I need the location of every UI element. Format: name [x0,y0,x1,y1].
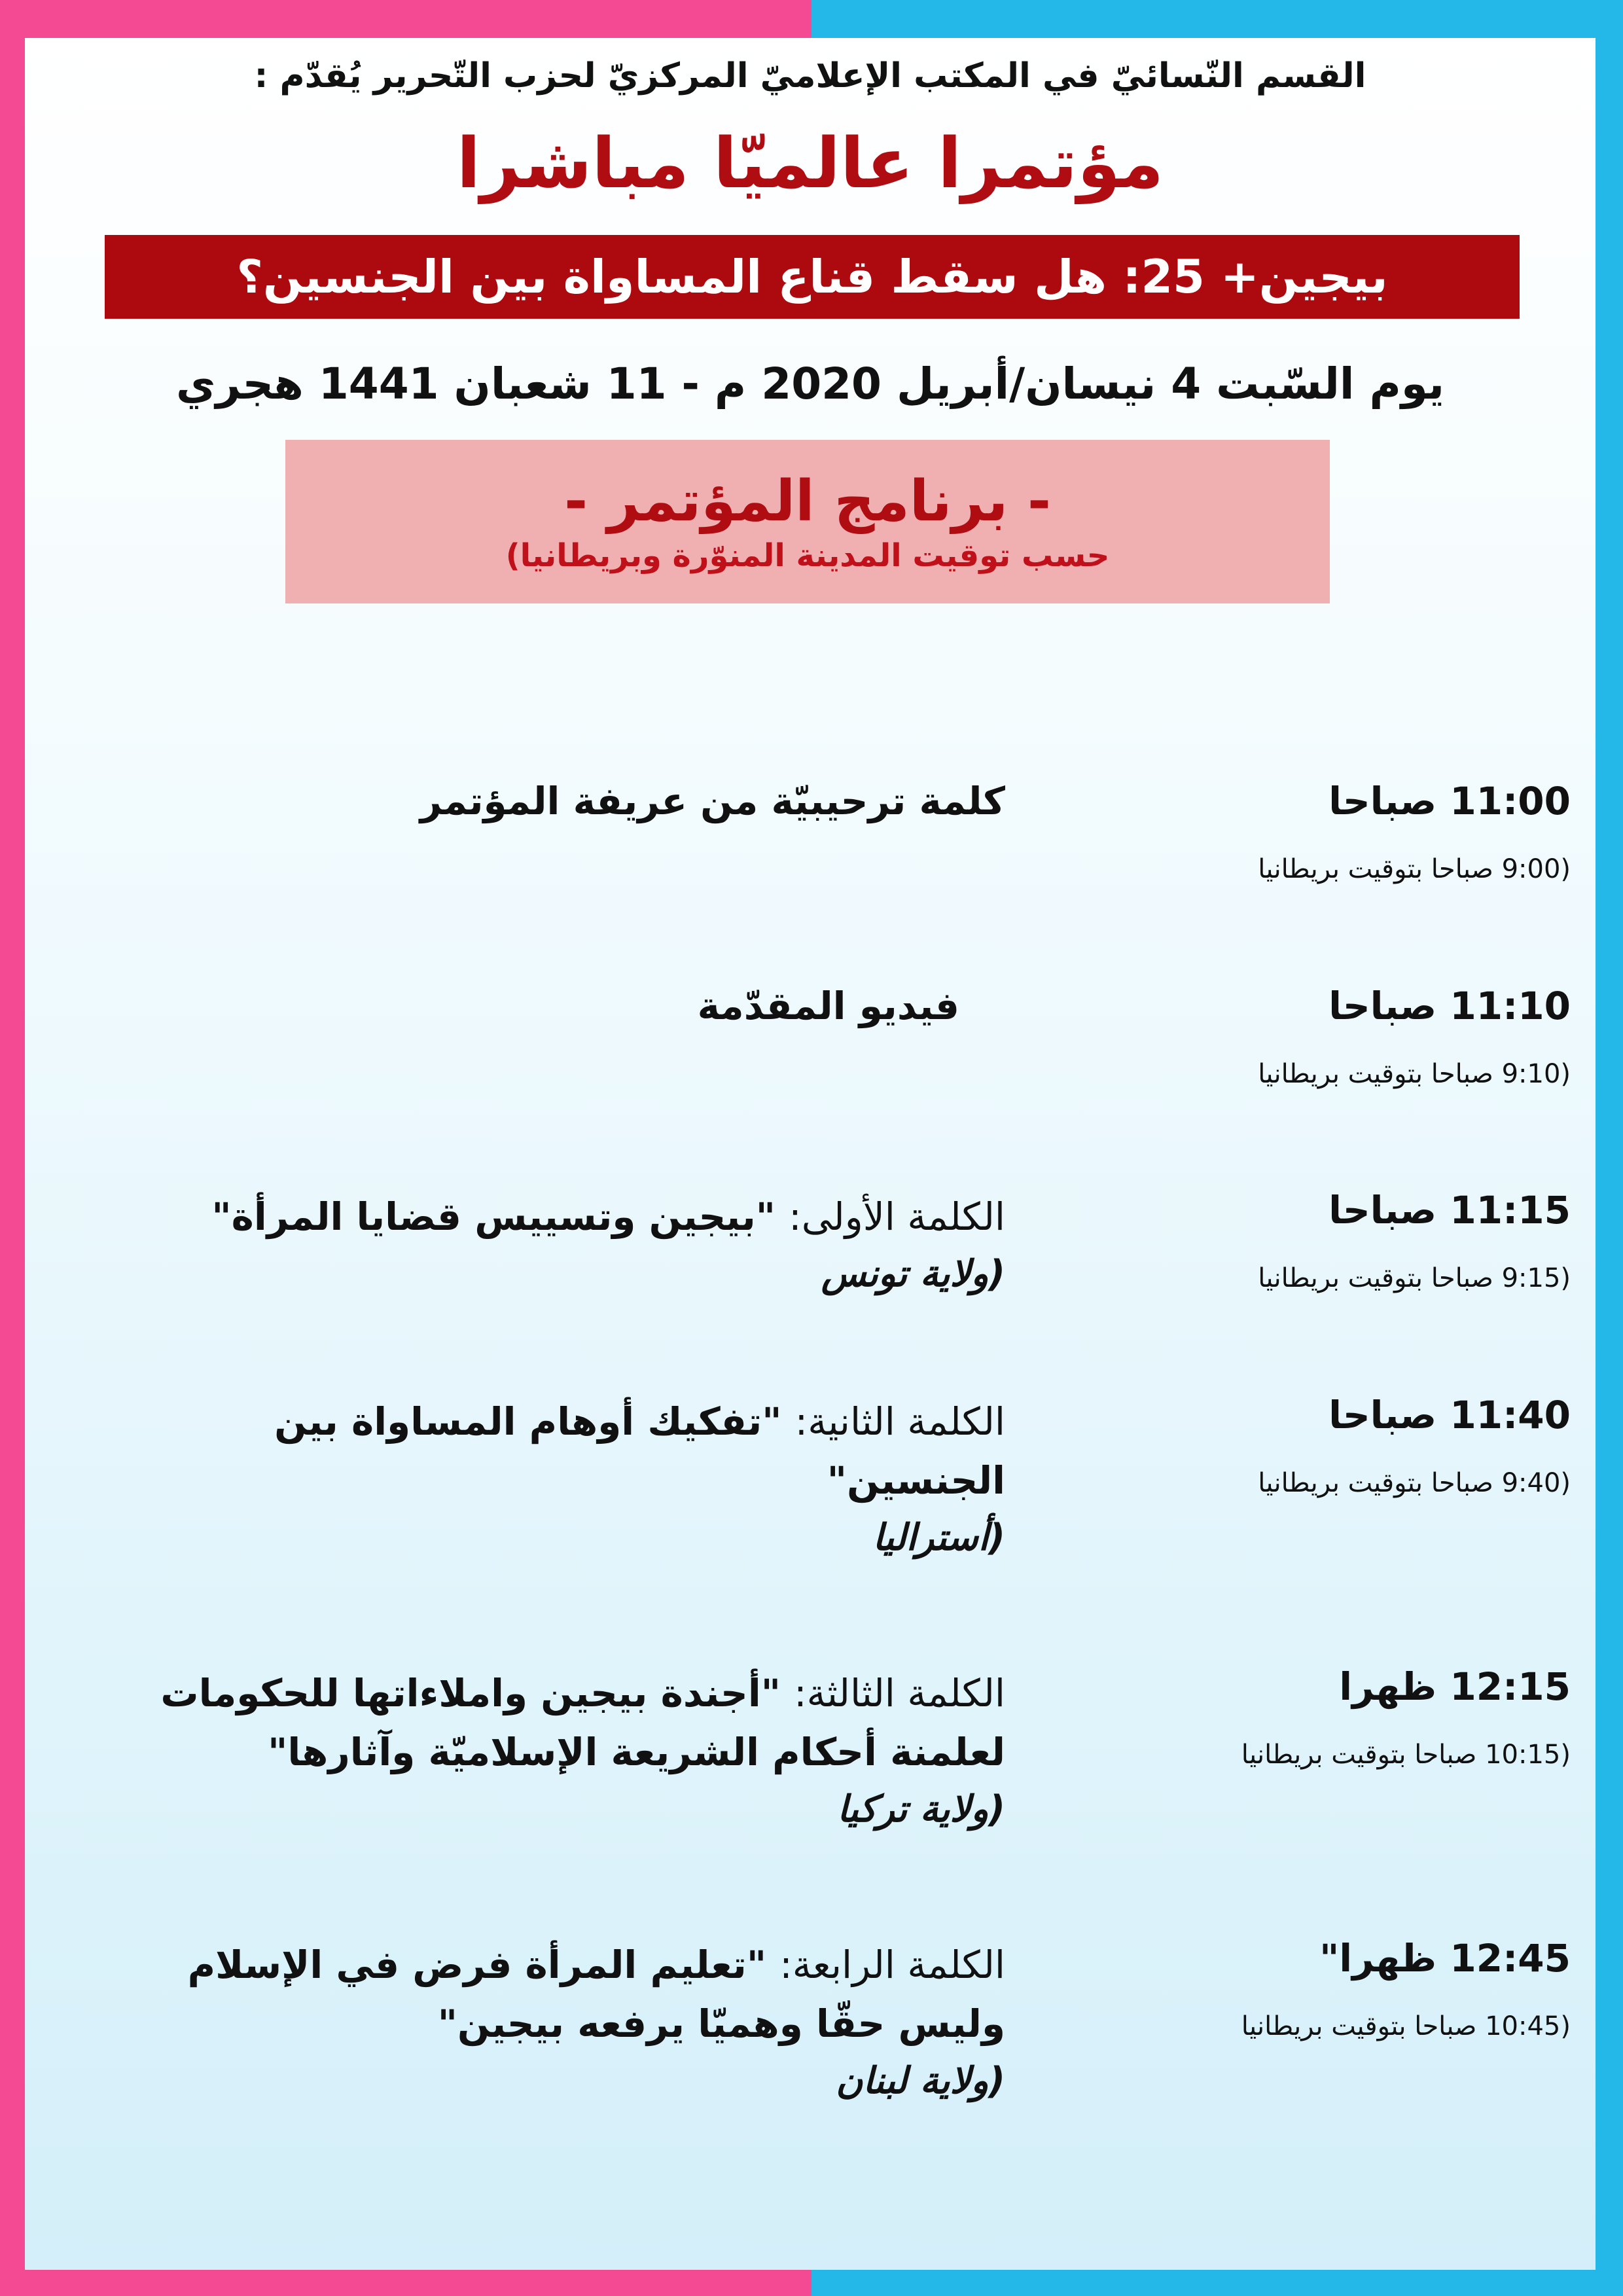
local-time: 11:00 صباحا [1329,779,1571,823]
talk-column [89,1936,1005,2109]
local-time: 11:10 صباحا [1329,984,1571,1028]
schedule-row [25,1393,1596,1589]
talk-title-line [89,1664,1005,1723]
talk-region: (ولاية تركيا [837,1787,1005,1831]
talk-label: الكلمة الأولى: [789,1194,1005,1239]
program-subtitle: حسب توقيت المدينة المنوّرة وبريطانيا) [505,537,1110,575]
program-title: - برنامج المؤتمر - [564,468,1051,534]
uk-time: (10:45 صباحا بتوقيت بريطانيا [1241,2011,1571,2041]
intro-line: القسم النّسائيّ في المكتب الإعلاميّ المركزيّ لحزب التّحرير يُقدّم : [254,56,1366,96]
time-column [1034,1188,1571,1294]
schedule-row [25,984,1596,1180]
talk-title-line [89,1393,1005,1452]
title-banner [105,235,1520,319]
talk-title: "بيجين وتسييس قضايا المرأة" [211,1194,776,1239]
talk-label: الكلمة الثالثة: [794,1671,1005,1715]
time-column [1034,1393,1571,1499]
talk-label: الكلمة الثانية: [794,1399,1005,1444]
local-time: 12:15 ظهرا [1339,1664,1571,1709]
talk-title: "تفكيك أوهام المساواة بين [274,1399,782,1444]
talk-column [89,1664,1005,1837]
banner-text: بيجين+ 25: هل سقط قناع المساواة بين الجنسين؟ [236,250,1388,304]
headline: مؤتمرا عالميّا مباشرا [456,123,1164,204]
talk-column [89,779,1005,825]
talk-title-line: الجنسين" [827,1458,1005,1503]
uk-time: (9:00 صباحا بتوقيت بريطانيا [1258,853,1571,884]
talk-label: الكلمة الرابعة: [779,1943,1005,1987]
schedule-row [25,779,1596,975]
local-time: 12:45 ظهرا" [1319,1936,1571,1981]
talk-title: كلمة ترحيبيّة من عريفة المؤتمر [419,779,1005,823]
uk-time: (10:15 صباحا بتوقيت بريطانيا [1241,1739,1571,1770]
talk-column [89,1393,1005,1566]
talk-column [89,984,1005,1030]
talk-column [89,1188,1005,1302]
time-column [1034,984,1571,1090]
schedule-row [25,1188,1596,1384]
poster-sheet [25,38,1596,2270]
uk-time: (9:40 صباحا بتوقيت بريطانيا [1258,1467,1571,1498]
uk-time: (9:15 صباحا بتوقيت بريطانيا [1258,1263,1571,1293]
talk-title-line [89,1936,1005,1995]
talk-region: (ولاية تونس [821,1252,1005,1295]
schedule-row [25,1664,1596,1861]
uk-time: (9:10 صباحا بتوقيت بريطانيا [1258,1058,1571,1089]
event-date: يوم السّبت 4 نيسان/أبريل 2020 م - 11 شعبان 1441 هجري [175,359,1445,409]
talk-title: "أجندة بيجين واملاءاتها للحكومات [160,1671,781,1715]
program-box [285,440,1330,603]
talk-region: (ولاية لبنان [836,2059,1005,2102]
schedule-row [25,1936,1596,2132]
talk-title-line: لعلمنة أحكام الشريعة الإسلاميّة وآثارها" [268,1729,1005,1774]
local-time: 11:15 صباحا [1329,1188,1571,1232]
talk-region: (أستراليا [872,1516,1005,1559]
time-column [1034,1664,1571,1770]
talk-title-line [89,1188,1005,1247]
time-column [1034,1936,1571,2042]
local-time: 11:40 صباحا [1329,1393,1571,1437]
time-column [1034,779,1571,885]
talk-title: فيديو المقدّمة [697,984,959,1028]
talk-title-line: وليس حقّا وهميّا يرفعه بيجين" [437,2001,1005,2046]
talk-title: "تعليم المرأة فرض في الإسلام [187,1943,767,1987]
